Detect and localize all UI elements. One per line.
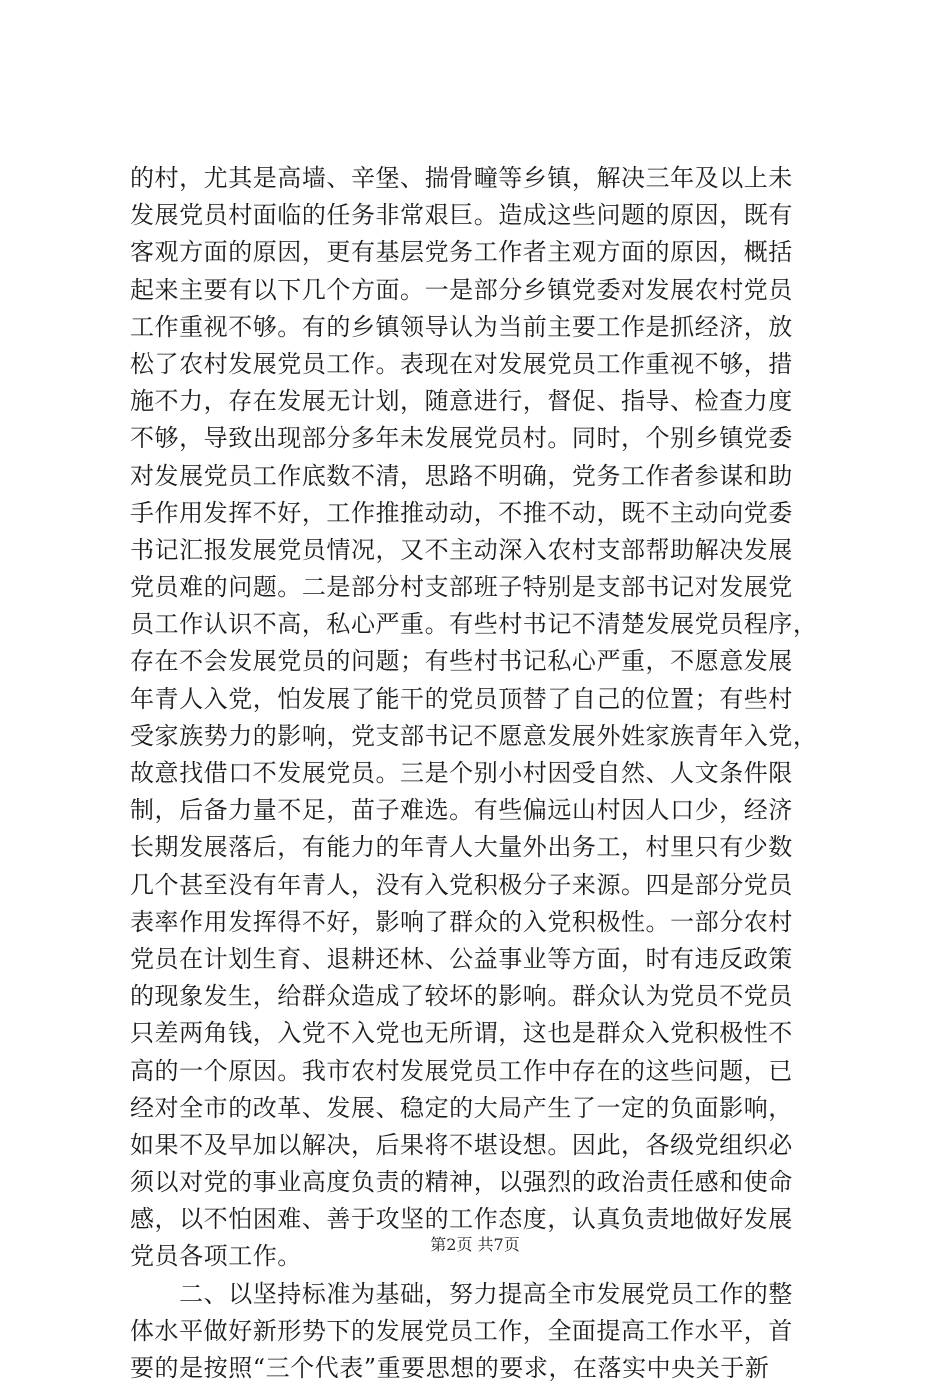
text-line: 党员难的问题。二是部分村支部班子特别是支部书记对发展党 bbox=[130, 573, 793, 602]
text-line: 工作重视不够。有的乡镇领导认为当前主要工作是抓经济，放 bbox=[130, 312, 793, 341]
text-line: 员工作认识不高，私心严重。有些村书记不清楚发展党员程序， bbox=[130, 610, 818, 639]
text-line: 起来主要有以下几个方面。一是部分乡镇党委对发展农村党员 bbox=[130, 275, 793, 304]
text-line: 的现象发生，给群众造成了较坏的影响。群众认为党员不党员 bbox=[130, 982, 793, 1011]
text-line: 须以对党的事业高度负责的精神，以强烈的政治责任感和使命 bbox=[130, 1168, 793, 1197]
text-line: 体水平做好新形势下的发展党员工作，全面提高工作水平，首 bbox=[130, 1316, 793, 1345]
text-line: 书记汇报发展党员情况，又不主动深入农村支部帮助解决发展 bbox=[130, 535, 793, 564]
text-line: 存在不会发展党员的问题；有些村书记私心严重，不愿意发展 bbox=[130, 647, 793, 676]
text-line: 的村，尤其是高墙、辛堡、揣骨疃等乡镇，解决三年及以上未 bbox=[130, 164, 793, 192]
text-line: 长期发展落后，有能力的年青人大量外出务工，村里只有少数 bbox=[130, 833, 793, 862]
text-line: 发展党员村面临的任务非常艰巨。造成这些问题的原因，既有 bbox=[130, 201, 793, 230]
text-line: 受家族势力的影响，党支部书记不愿意发展外姓家族青年入党， bbox=[130, 721, 818, 750]
text-line: 如果不及早加以解决，后果将不堪设想。因此，各级党组织必 bbox=[130, 1130, 793, 1159]
section-heading-line: 二、以坚持标准为基础，努力提高全市发展党员工作的整 bbox=[130, 1279, 793, 1308]
text-line: 制，后备力量不足，苗子难选。有些偏远山村因人口少，经济 bbox=[130, 796, 793, 825]
text-line: 手作用发挥不好，工作推推动动，不推不动，既不主动向党委 bbox=[130, 498, 793, 527]
text-line: 经对全市的改革、发展、稳定的大局产生了一定的负面影响， bbox=[130, 1093, 793, 1122]
text-line: 对发展党员工作底数不清，思路不明确，党务工作者参谋和助 bbox=[130, 461, 793, 490]
page-number-footer: 第2页 共7页 bbox=[430, 1235, 520, 1254]
text-line: 要的是按照“三个代表”重要思想的要求，在落实中央关于新 bbox=[130, 1354, 770, 1382]
text-line: 施不力，存在发展无计划，随意进行，督促、指导、检查力度 bbox=[130, 387, 793, 416]
body-text bbox=[130, 160, 830, 1387]
text-line: 感，以不怕困难、善于攻坚的工作态度，认真负责地做好发展 bbox=[130, 1205, 793, 1234]
text-line: 年青人入党，怕发展了能干的党员顶替了自己的位置；有些村 bbox=[130, 684, 793, 713]
text-line: 只差两角钱，入党不入党也无所谓，这也是群众入党积极性不 bbox=[130, 1019, 793, 1048]
text-line: 松了农村发展党员工作。表现在对发展党员工作重视不够，措 bbox=[130, 349, 793, 378]
text-line: 不够，导致出现部分多年未发展党员村。同时，个别乡镇党委 bbox=[130, 424, 793, 453]
text-line: 客观方面的原因，更有基层党务工作者主观方面的原因，概括 bbox=[130, 238, 793, 267]
text-line: 高的一个原因。我市农村发展党员工作中存在的这些问题，已 bbox=[130, 1056, 793, 1085]
text-line: 党员在计划生育、退耕还林、公益事业等方面，时有违反政策 bbox=[130, 944, 793, 973]
text-line: 故意找借口不发展党员。三是个别小村因受自然、人文条件限 bbox=[130, 759, 793, 787]
text-line: 表率作用发挥得不好，影响了群众的入党积极性。一部分农村 bbox=[130, 907, 793, 936]
text-line: 党员各项工作。 bbox=[130, 1242, 302, 1271]
text-line: 几个甚至没有年青人，没有入党积极分子来源。四是部分党员 bbox=[130, 870, 793, 899]
